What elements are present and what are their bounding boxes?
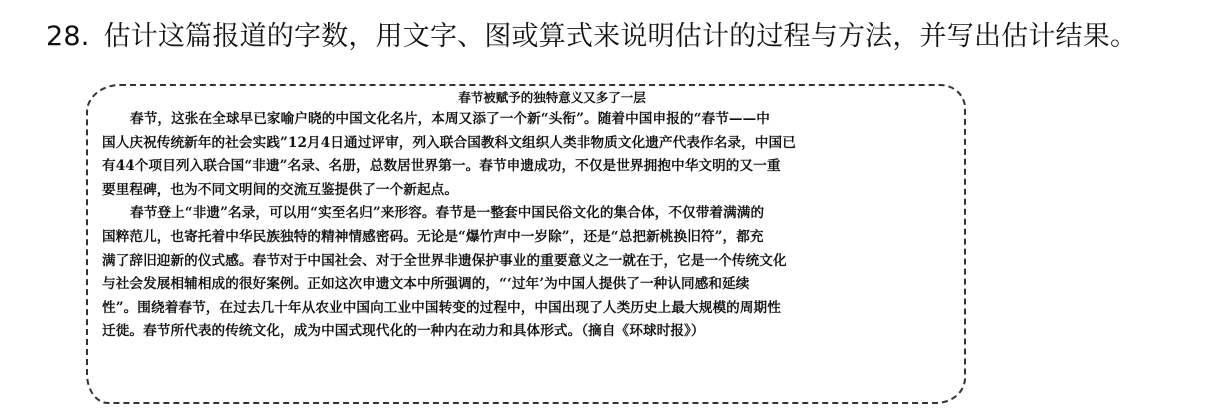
question <box>46 18 1216 56</box>
article-title: 春节被赋予的独特意义又多了一层 <box>458 90 646 105</box>
article-line: 与社会发展相辅相成的很好案例。正如这次申遗文本中所强调的，“‘过年’为中国人提供了一种认同感和延续 <box>102 276 750 293</box>
article-line: 春节登上“非遗”名录，可以用“实至名归”来形容。春节是一整套中国民俗文化的集合体，不仅带着满满的 <box>130 205 765 222</box>
question-text: 估计这篇报道的字数，用文字、图或算式来说明估计的过程与方法，并写出估计结果。 <box>103 21 1138 52</box>
article-line: 满了辞旧迎新的仪式感。春节对于中国社会、对于全世界非遗保护事业的重要意义之一就在于，它是一个传统文化 <box>102 252 787 269</box>
article-line: 春节，这张在全球早已家喻户晓的中国文化名片，本周又添了一个新“头衔”。随着中国申报的“春节——中 <box>130 111 770 127</box>
article-line: 国人庆祝传统新年的社会实践”12月4日通过评审，列入联合国教科文组织人类非物质文化遗产代表作名录，中国已 <box>102 134 796 151</box>
article-line: 要里程碑，也为不同文明间的交流互鉴提供了一个新起点。 <box>102 181 459 198</box>
article-line: 国粹范儿，也寄托着中华民族独特的精神情感密码。无论是“爆竹声中一岁除”，还是“总把新桃换旧符”，都充 <box>102 228 764 245</box>
article-line: 有44个项目列入联合国“非遗”名录、名册，总数居世界第一。春节申遗成功，不仅是世界拥抱中华文明的又一重 <box>102 158 781 175</box>
question-number: 28. <box>46 21 90 52</box>
article-line: 迁徙。春节所代表的传统文化，成为中国式现代化的一种内在动力和具体形式。（摘自《环球时报》） <box>102 323 705 340</box>
article-line: 性”。围绕着春节，在过去几十年从农业中国向工业中国转变的过程中，中国出现了人类历史上最大规模的周期性 <box>102 299 781 316</box>
news-article <box>102 88 962 344</box>
